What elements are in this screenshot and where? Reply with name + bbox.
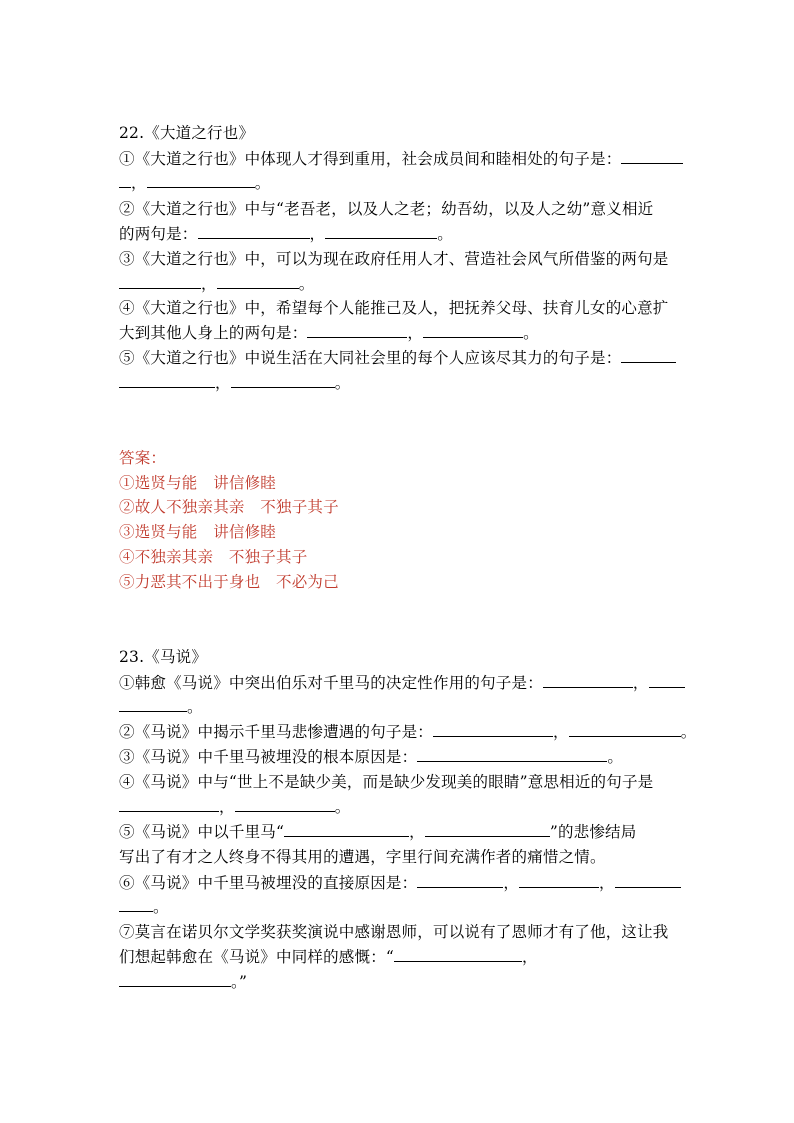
q22-item-2-line-2 [119,224,453,244]
answer-blank[interactable] [119,897,153,912]
comma: ， [503,874,520,892]
answer-line-2: ②故人不独亲其亲 不独子其子 [119,498,339,516]
answer-blank[interactable] [423,323,523,338]
answers-label: 答案： [119,449,167,467]
comma: ， [131,174,147,192]
q23-item-7-line-3 [119,972,247,992]
comma: ， [632,674,649,692]
q23-item-2-text: ②《马说》中揭示千里马悲惨遭遇的句子是： [119,723,434,741]
q23-item-3-text: ③《马说》中千里马被埋没的根本原因是： [119,748,418,766]
q23-item-6-line-1 [119,873,681,893]
comma: ， [219,798,235,816]
comma: ， [599,874,615,892]
answer-blank[interactable] [119,972,231,987]
answer-blank[interactable] [119,797,219,812]
answer-blank[interactable] [621,348,676,363]
q22-item-4-line-2 [119,323,539,343]
answer-blank[interactable] [433,722,553,737]
period: 。 [437,225,453,243]
answer-blank[interactable] [325,224,437,239]
comma: ， [309,225,326,243]
q23-item-1-line-1 [119,673,685,693]
q23-item-5-line-1 [119,822,636,842]
q22-item-3-line-2 [119,274,314,294]
answer-blank[interactable] [519,873,599,888]
answer-line-4: ④不独亲其亲 不独子其子 [119,548,308,566]
answer-blank[interactable] [119,274,201,289]
answer-blank[interactable] [543,673,633,688]
q22-item-1-line-2 [119,173,270,193]
comma: ， [522,948,538,966]
q22-item-5-line-2 [119,373,350,393]
answer-blank[interactable] [417,873,503,888]
q23-item-7-text: 们想起韩愈在《马说》中同样的感慨：“ [119,948,395,966]
q23-title: 23.《马说》 [119,648,208,666]
comma: ， [409,823,425,841]
q22-item-1-line-1 [119,149,683,169]
answer-blank[interactable] [231,373,335,388]
q23-item-5-text-end: ”的悲惨结局 [549,823,637,841]
answer-blank[interactable] [235,797,335,812]
answer-line-1: ①选贤与能 讲信修睦 [119,474,277,492]
period: 。 [187,698,203,716]
answer-blank[interactable] [615,873,681,888]
q23-item-1-text: ①韩愈《马说》中突出伯乐对千里马的决定性作用的句子是： [119,674,543,692]
answer-blank[interactable] [119,697,187,712]
q22-item-4-line-1: ④《大道之行也》中，希望每个人能推己及人，把抚养父母、扶育儿女的心意扩 [119,299,669,317]
q23-item-6-text: ⑥《马说》中千里马被埋没的直接原因是： [119,874,418,892]
q22-title: 22.《大道之行也》 [119,124,255,142]
answer-blank[interactable] [569,722,681,737]
period: 。 [607,748,624,766]
period: 。 [254,174,271,192]
comma: ， [407,324,424,342]
answer-line-5: ⑤力恶其不出于身也 不必为己 [119,573,339,591]
comma: ， [201,275,217,293]
period: 。 [334,374,351,392]
q22-item-5-line-1 [119,348,676,368]
answer-blank[interactable] [198,224,310,239]
answer-blank[interactable] [425,822,550,837]
answer-blank[interactable] [649,673,685,688]
q23-item-3 [119,747,623,767]
q22-item-2-line-1: ②《大道之行也》中与“老吾老，以及人之老；幼吾幼，以及人之幼”意义相近 [119,200,654,218]
answer-blank[interactable] [119,173,131,188]
q22-item-4-text: 大到其他人身上的两句是： [119,324,308,342]
q23-item-4-line-1: ④《马说》中与“世上不是缺少美，而是缺少发现美的眼睛”意思相近的句子是 [119,773,654,791]
answer-blank[interactable] [417,747,607,762]
q22-item-1-text: ①《大道之行也》中体现人才得到重用，社会成员间和睦相处的句子是： [119,150,622,168]
q23-item-6-line-2 [119,897,169,917]
q23-item-4-line-2 [119,797,350,817]
q23-item-2 [119,722,696,742]
period: 。 [523,324,539,342]
period: 。 [153,898,169,916]
q23-item-7-line-1: ⑦莫言在诺贝尔文学奖获奖演说中感谢恩师，可以说有了恩师才有了他，这让我 [119,923,669,941]
answer-blank[interactable] [621,149,683,164]
period-close-quote: 。” [231,973,248,991]
q23-item-1-line-2 [119,697,203,717]
q22-item-5-text: ⑤《大道之行也》中说生活在大同社会里的每个人应该尽其力的句子是： [119,349,622,367]
answer-line-3: ③选贤与能 讲信修睦 [119,523,277,541]
answer-blank[interactable] [217,274,299,289]
answer-blank[interactable] [119,373,215,388]
q22-item-2-text: 的两句是： [119,225,198,243]
answer-blank[interactable] [284,822,409,837]
q23-item-5-text: ⑤《马说》中以千里马“ [119,823,285,841]
comma: ， [553,723,569,741]
period: 。 [334,798,351,816]
answer-blank[interactable] [147,173,255,188]
q23-item-7-line-2 [119,947,538,967]
comma: ， [215,374,231,392]
q23-item-5-line-2: 写出了有才之人终身不得其用的遭遇，字里行间充满作者的痛惜之情。 [119,848,606,866]
answer-blank[interactable] [394,947,522,962]
period: 。 [298,275,315,293]
answer-blank[interactable] [307,323,407,338]
q22-item-3-line-1: ③《大道之行也》中，可以为现在政府任用人才、营造社会风气所借鉴的两句是 [119,250,669,268]
period: 。 [680,723,697,741]
